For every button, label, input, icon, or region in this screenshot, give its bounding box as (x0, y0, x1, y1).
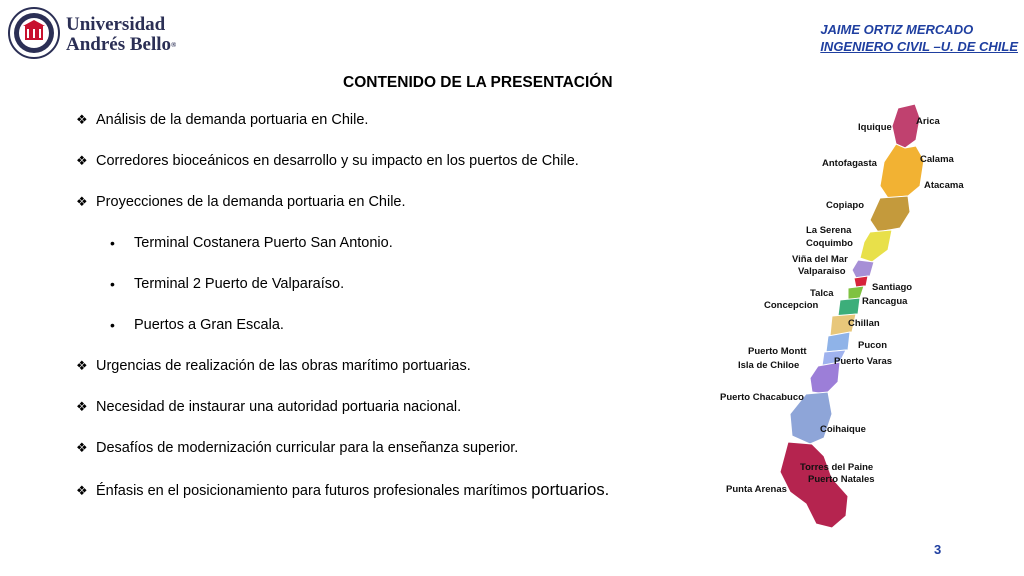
agenda-subitem (110, 276, 344, 292)
label-vina: Viña del Mar (792, 254, 848, 265)
slide-title: CONTENIDO DE LA PRESENTACIÓN (343, 74, 613, 91)
agenda-item-text: Análisis de la demanda portuaria en Chile. (96, 112, 369, 128)
label-rancagua: Rancagua (862, 296, 908, 307)
region-coquimbo (860, 230, 892, 262)
agenda-item-emphasis: portuarios. (531, 481, 610, 499)
label-santiago: Santiago (872, 282, 913, 293)
region-magallanes (780, 442, 848, 528)
logo-line-1: Universidad (66, 14, 166, 35)
label-punta-arenas: Punta Arenas (726, 484, 787, 495)
diamond-bullet-icon: ❖ (76, 194, 88, 209)
label-calama: Calama (920, 154, 954, 165)
label-puerto-montt: Puerto Montt (748, 346, 807, 357)
region-maule (838, 298, 860, 316)
label-torres-paine: Torres del Paine (800, 462, 874, 473)
label-la-serena: La Serena (806, 225, 852, 236)
chile-regions-map (720, 100, 980, 540)
agenda-item-text: Urgencias de realización de las obras marítimo portuarias. (96, 358, 471, 374)
label-copiapo: Copiapo (826, 200, 864, 211)
agenda-item (76, 481, 609, 500)
author-title: INGENIERO CIVIL –U. DE CHILE (820, 39, 1018, 54)
agenda-item (76, 194, 406, 210)
diamond-bullet-icon: ❖ (76, 440, 88, 455)
agenda-subitem (110, 235, 393, 251)
label-coihaique: Coihaique (820, 424, 866, 435)
label-puerto-natales: Puerto Natales (808, 474, 875, 485)
region-antofagasta (880, 144, 924, 198)
agenda-item-text: Desafíos de modernización curricular para la enseñanza superior. (96, 440, 519, 456)
author-block (820, 21, 1018, 55)
diamond-bullet-icon: ❖ (76, 399, 88, 414)
agenda-item-text: Énfasis en el posicionamiento para futuros profesionales marítimos (96, 482, 528, 499)
dot-bullet-icon: • (110, 276, 115, 292)
label-talca: Talca (810, 288, 834, 299)
dot-bullet-icon: • (110, 235, 115, 251)
agenda-subitem (110, 317, 284, 333)
diamond-bullet-icon: ❖ (76, 482, 88, 498)
label-coquimbo: Coquimbo (806, 238, 853, 249)
agenda-subitem-text: Terminal Costanera Puerto San Antonio. (134, 235, 393, 251)
registered-mark: ® (171, 41, 177, 49)
region-atacama (870, 196, 910, 232)
region-valparaiso (852, 260, 874, 278)
agenda-subitem-text: Terminal 2 Puerto de Valparaíso. (134, 276, 345, 292)
agenda-item (76, 399, 461, 415)
label-iquique: Iquique (858, 122, 892, 133)
label-arica: Arica (916, 116, 940, 127)
university-name (66, 15, 176, 55)
label-isla-chiloe: Isla de Chiloe (738, 360, 800, 371)
label-valparaiso: Valparaiso (798, 266, 846, 277)
dot-bullet-icon: • (110, 317, 115, 333)
logo-line-2: Andrés Bello (66, 34, 172, 55)
university-logo (8, 6, 208, 64)
agenda-item-text: Proyecciones de la demanda portuaria en Chile. (96, 194, 406, 210)
agenda-item (76, 440, 518, 456)
diamond-bullet-icon: ❖ (76, 112, 88, 127)
agenda-subitem-text: Puertos a Gran Escala. (134, 317, 284, 333)
agenda-item (76, 358, 471, 374)
label-puerto-varas: Puerto Varas (834, 356, 893, 367)
page-number: 3 (934, 542, 942, 557)
agenda-item (76, 112, 368, 128)
agenda-item-text: Corredores bioceánicos en desarrollo y su impacto en los puertos de Chile. (96, 153, 579, 169)
agenda-item (76, 153, 579, 169)
label-concepcion: Concepcion (764, 300, 819, 311)
label-pucon: Pucon (858, 340, 888, 351)
label-chillan: Chillan (848, 318, 880, 329)
diamond-bullet-icon: ❖ (76, 358, 88, 373)
diamond-bullet-icon: ❖ (76, 153, 88, 168)
label-antofagasta: Antofagasta (822, 158, 877, 169)
agenda-item-text: Necesidad de instaurar una autoridad portuaria nacional. (96, 399, 462, 415)
university-seal-icon (8, 6, 60, 60)
label-puerto-chacabuco: Puerto Chacabuco (720, 392, 804, 403)
label-atacama: Atacama (924, 180, 964, 191)
author-name: JAIME ORTIZ MERCADO (820, 22, 974, 37)
